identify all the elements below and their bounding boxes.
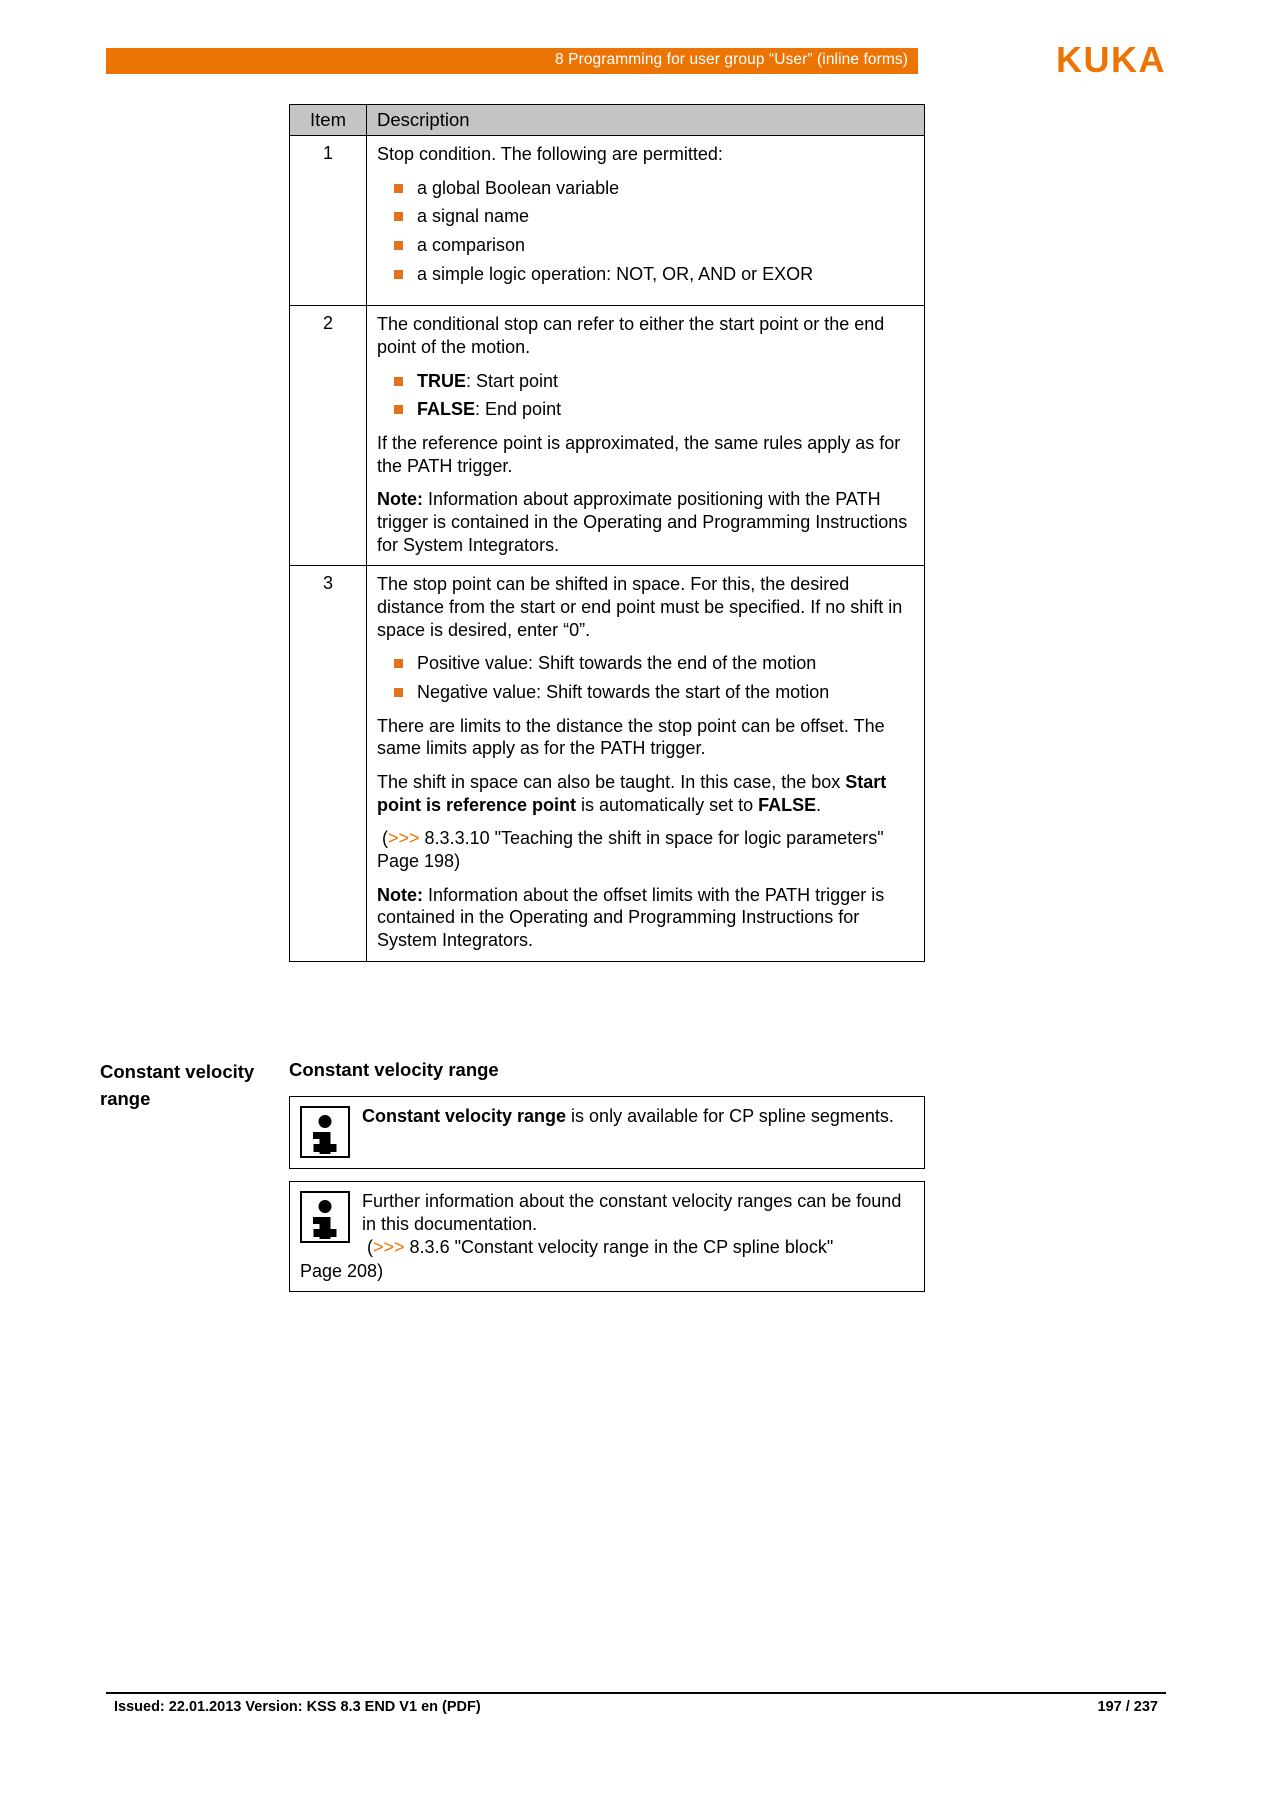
row3-bullet-list (377, 652, 914, 703)
parameter-description-table (289, 104, 925, 962)
information-icon-foot (314, 1229, 337, 1237)
row3-cross-reference[interactable] (377, 827, 914, 872)
information-icon-dot (319, 1115, 332, 1128)
list-item (377, 652, 914, 675)
info-box-cross-reference[interactable] (362, 1236, 914, 1259)
row2-reference-paragraph: If the reference point is approximated, the same rules apply as for the PATH trigger. (377, 433, 901, 476)
info-box-overflow-page: Page 208) (300, 1261, 384, 1282)
information-icon (300, 1191, 350, 1243)
row3-taught-paragraph (377, 771, 914, 816)
page-header (106, 39, 1166, 80)
row3-limits-paragraph: There are limits to the distance the stop point can be offset. The same limits apply as for the PATH trigger. (377, 715, 885, 759)
running-title: 8 Programming for user group “User” (inline forms) (555, 51, 908, 68)
footer-page-number: 197 / 237 (1097, 1699, 1158, 1715)
list-item-label: a comparison (417, 235, 526, 256)
xref-arrow-icon: >>> (373, 1237, 405, 1258)
information-icon-dot (319, 1200, 332, 1213)
row1-intro: Stop condition. The following are permitted: (377, 144, 723, 164)
list-item-label: a global Boolean variable (417, 177, 620, 198)
info-box-bold-lead: Constant velocity range (362, 1106, 567, 1126)
note-text: Information about the offset limits with the PATH trigger is contained in the Operating and Programming Instructions for System Integrators. (377, 884, 885, 951)
information-icon-foot (314, 1144, 337, 1152)
footer-issued-text: Issued: 22.01.2013 Version: KSS 8.3 END V1 en (PDF) (114, 1699, 481, 1715)
bullet-square-icon (394, 241, 403, 250)
xref-open-paren: ( (367, 1237, 373, 1258)
list-item (377, 263, 914, 286)
list-item-label-bold: FALSE (417, 399, 476, 420)
xref-open-paren: ( (382, 828, 388, 849)
list-item-label: : End point (475, 399, 562, 420)
taught-text-b: is automatically set to (576, 794, 759, 815)
bullet-square-icon (394, 184, 403, 193)
header-orange-bar (106, 48, 918, 74)
column-header-description: Description (367, 105, 925, 136)
taught-bold-start-point: Start point is reference point (377, 772, 887, 815)
margin-heading: Constant velocity range (100, 1061, 255, 1109)
taught-text-c: . (816, 794, 822, 815)
row-description (367, 136, 925, 306)
list-item-label: Negative value: Shift towards the start of the motion (417, 682, 830, 703)
xref-label: 8.3.3.10 "Teaching the shift in space for logic parameters" Page 198) (377, 828, 884, 872)
info-box (289, 1096, 925, 1169)
row-item-number: 2 (290, 306, 367, 566)
row-description (367, 566, 925, 961)
footer-divider (106, 1692, 1166, 1694)
row3-note (377, 884, 914, 952)
xref-label: 8.3.6 "Constant velocity range in the CP spline block" (404, 1237, 834, 1258)
info-box (289, 1181, 925, 1292)
list-item (377, 370, 914, 393)
list-item-label: Positive value: Shift towards the end of the motion (417, 653, 817, 674)
note-text: Information about approximate positioning with the PATH trigger is contained in the Operating and Programming Instructions for System Integrators. (377, 489, 908, 555)
information-icon (300, 1106, 350, 1158)
info-box-text (362, 1105, 914, 1128)
taught-text-a: The shift in space can also be taught. In this case, the box (377, 772, 846, 793)
kuka-logo: KUKA (1056, 39, 1166, 80)
bullet-square-icon (394, 270, 403, 279)
list-item (377, 681, 914, 704)
row3-intro: The stop point can be shifted in space. For this, the desired distance from the start or end point must be specified. If no shift in space is desired, enter “0”. (377, 574, 903, 640)
list-item-label: : Start point (466, 370, 559, 391)
taught-bold-false: FALSE (758, 794, 817, 815)
section-heading: Constant velocity range (289, 1059, 499, 1080)
row-item-number: 3 (290, 566, 367, 961)
bullet-square-icon (394, 212, 403, 221)
column-header-item: Item (290, 105, 367, 136)
list-item (377, 177, 914, 200)
list-item (377, 398, 914, 421)
list-item-label-bold: TRUE (417, 370, 466, 391)
page-footer (106, 1692, 1166, 1722)
xref-arrow-icon: >>> (388, 828, 420, 849)
row2-bullet-list (377, 370, 914, 421)
bullet-square-icon (394, 377, 403, 386)
table-row (290, 306, 925, 566)
info-box-text (362, 1190, 914, 1259)
table-row (290, 566, 925, 961)
info-box-body: is only available for CP spline segments. (566, 1106, 894, 1126)
row-description (367, 306, 925, 566)
note-label: Note: (377, 884, 423, 905)
list-item-label: a signal name (417, 206, 530, 227)
row2-intro: The conditional stop can refer to either the start point or the end point of the motion. (377, 314, 885, 358)
info-box-paragraph (362, 1105, 914, 1128)
info-box-paragraph: Further information about the constant velocity ranges can be found in this documentation. (362, 1191, 902, 1235)
table-row (290, 136, 925, 306)
table-header-row (290, 105, 925, 136)
row-item-number: 1 (290, 136, 367, 306)
bullet-square-icon (394, 405, 403, 414)
row1-bullet-list (377, 177, 914, 286)
row2-note (377, 488, 914, 556)
note-label: Note: (377, 489, 423, 510)
bullet-square-icon (394, 688, 403, 697)
list-item-label: a simple logic operation: NOT, OR, AND or EXOR (417, 263, 814, 284)
list-item (377, 205, 914, 228)
bullet-square-icon (394, 659, 403, 668)
list-item (377, 234, 914, 257)
